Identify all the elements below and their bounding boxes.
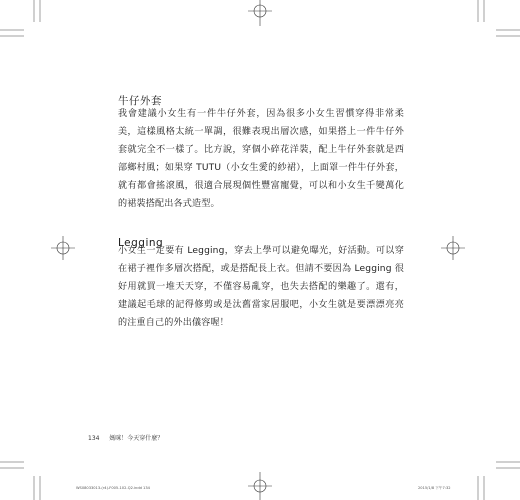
slug-file-info: WS08033013-(r4)-F005-102-Q2.indd 134 [76, 486, 150, 490]
running-title: 媽咪！今天穿什麼？ [109, 435, 164, 442]
page-number: 134 [88, 435, 100, 442]
section-paragraph-legging: 小女生一定要有 Legging，穿去上學可以避免曝光，好活動。可以穿在裙子裡作多層次搭配，或是搭配長上衣。但請不要因為 Legging 很好用就買一堆天天穿，不僅容易亂穿，也失去搭配的樂趣了。還有，建議起毛球的記得修剪或是汰舊當家居服吧，小女生就是要漂漂亮亮的注重自己的外出儀容喔！ [118, 246, 404, 328]
slug-timestamp: 2015/1/8 下午7:32 [418, 486, 451, 490]
section-heading-denim-jacket: 牛仔外套 [118, 95, 162, 107]
section-paragraph-denim-jacket: 我會建議小女生有一件牛仔外套，因為很多小女生習慣穿得非常柔美，這樣風格太統一單調，很難表現出層次感，如果搭上一件牛仔外套就完全不一樣了。比方說，穿個小碎花洋裝，配上牛仔外套就是西部鄉村風；如果穿 TUTU（小女生愛的紗裙），上面罩一件牛仔外套，就有都會搖滾風，很適合展現個性豐富寵覺，可以和小女生千變萬化的裙裝搭配出各式造型。 [118, 109, 404, 209]
section-heading-legging: Legging [118, 237, 164, 249]
page-footer [88, 433, 163, 442]
